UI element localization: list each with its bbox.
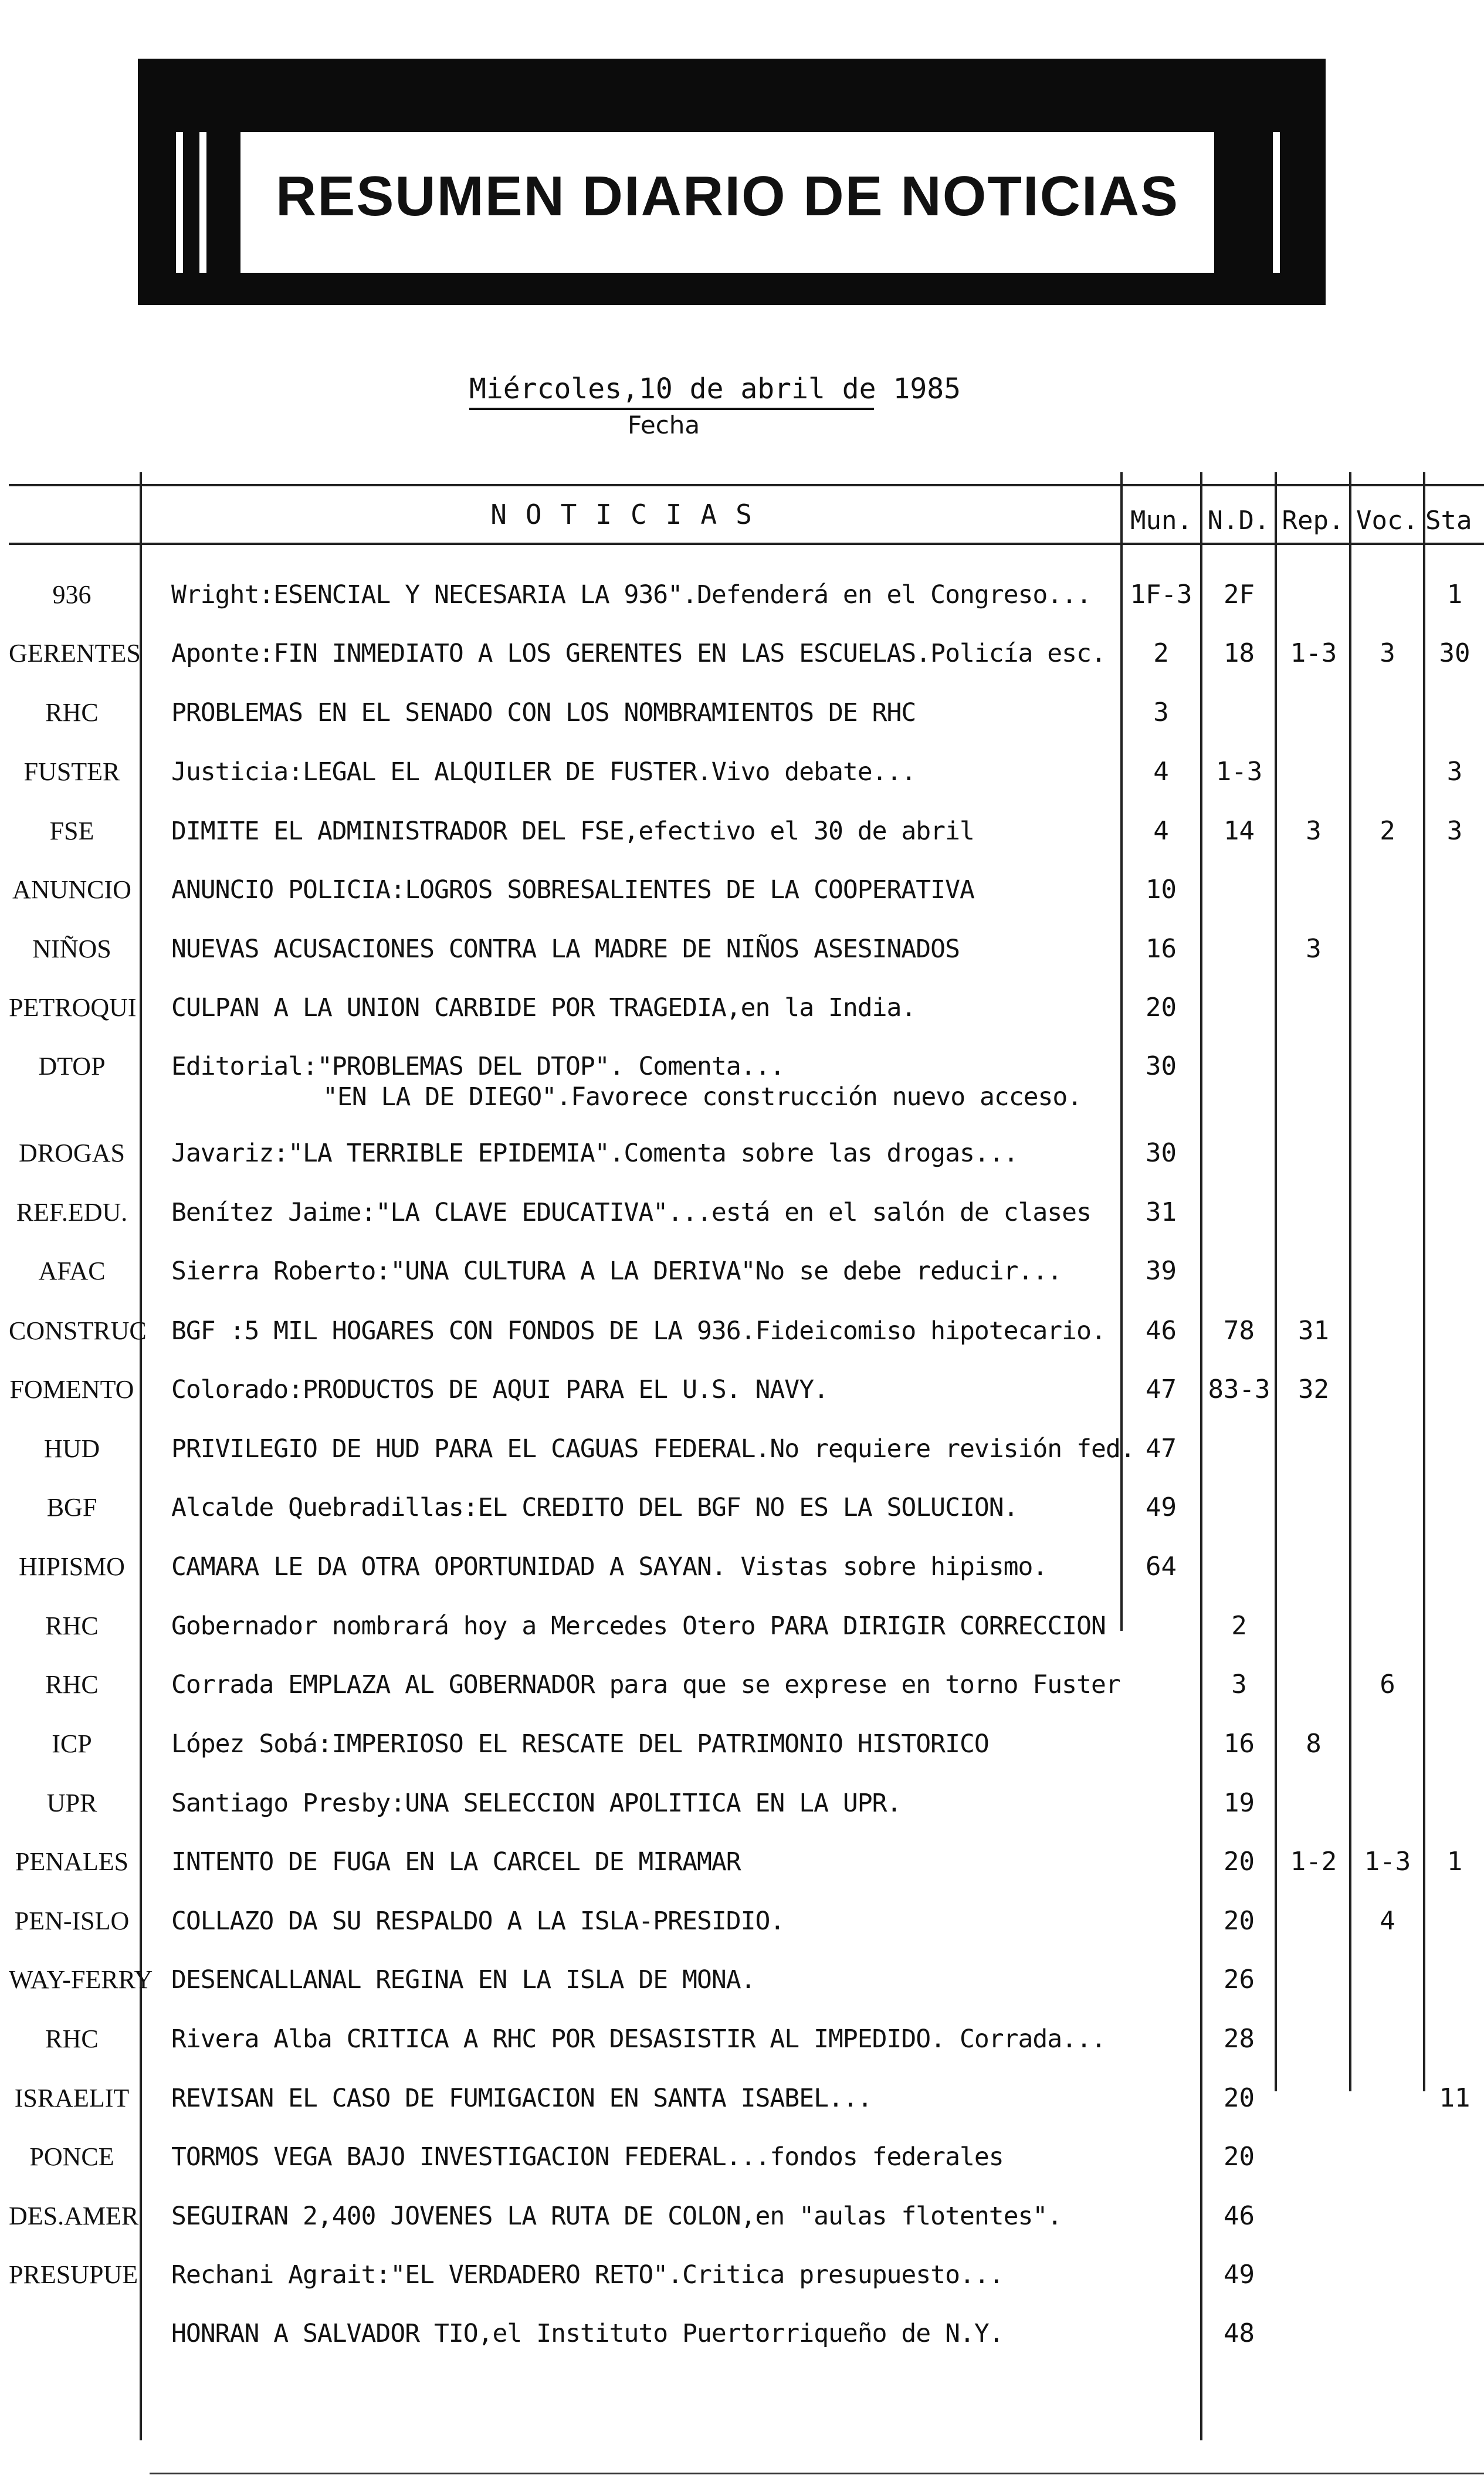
table-row (0, 2142, 1484, 2200)
row-topic: WAY-FERRY (9, 1965, 153, 1994)
row-headline-text: NUEVAS ACUSACIONES CONTRA LA MADRE DE NIÑOS ASESINADOS (171, 934, 960, 964)
row-headline-text: Sierra Roberto:"UNA CULTURA A LA DERIVA"No se debe reducir... (171, 1257, 1062, 1286)
row-topic: NIÑOS (32, 934, 111, 963)
row-headline (171, 1492, 1133, 1523)
date-text: Miércoles,10 de abril de 1985 (469, 373, 961, 405)
row-headline-text: REVISAN EL CASO DE FUMIGACION EN SANTA ISABEL... (171, 2084, 872, 2113)
row-topic: REF.EDU. (16, 1198, 128, 1227)
row-headline-text: Rechani Agrait:"EL VERDADERO RETO".Critica presupuesto... (171, 2260, 1004, 2290)
cell-nd: 1-3 (1215, 757, 1263, 787)
column-header-rep: Rep. (1282, 506, 1344, 536)
row-headline (171, 1788, 1133, 1819)
row-headline (171, 1906, 1133, 1936)
cell-nd: 2 (1231, 1611, 1247, 1641)
row-headline (171, 1670, 1133, 1700)
row-headline-text: Justicia:LEGAL EL ALQUILER DE FUSTER.Vivo debate... (171, 757, 916, 787)
row-topic: DTOP (38, 1052, 106, 1081)
row-topic: RHC (45, 698, 99, 727)
row-headline (171, 697, 1133, 728)
cell-rep: 1-3 (1290, 638, 1337, 668)
row-topic: BGF (46, 1493, 97, 1522)
cell-rep: 1-2 (1290, 1847, 1337, 1877)
row-headline-text: Aponte:FIN INMEDIATO A LOS GERENTES EN LAS ESCUELAS.Policía esc. (171, 639, 1106, 668)
row-headline-text: DESENCALLANAL REGINA EN LA ISLA DE MONA. (171, 1965, 755, 1995)
cell-rep: 31 (1298, 1316, 1329, 1346)
cell-nd: 18 (1224, 638, 1255, 668)
row-headline (171, 1316, 1133, 1346)
column-header-noticias: NOTICIAS (490, 499, 771, 530)
row-headline (171, 1138, 1133, 1169)
table-row (0, 1256, 1484, 1315)
cell-nd: 20 (1224, 2142, 1255, 2172)
cell-sta: 3 (1446, 757, 1463, 787)
row-headline (171, 1434, 1133, 1464)
footer-rule (150, 2473, 1484, 2474)
cell-rep: 3 (1306, 816, 1322, 846)
page-title: RESUMEN DIARIO DE NOTICIAS (275, 165, 1180, 228)
column-header-voc: Voc. (1356, 506, 1418, 536)
cell-sta: 1 (1446, 580, 1463, 610)
row-headline-text: PRIVILEGIO DE HUD PARA EL CAGUAS FEDERAL.No requiere revisión fed. (171, 1434, 1135, 1464)
table-row (0, 993, 1484, 1051)
cell-nd: 16 (1224, 1729, 1255, 1759)
row-topic: PETROQUI (9, 993, 137, 1022)
row-topic: RHC (45, 1670, 99, 1699)
row-topic: GERENTES (9, 639, 141, 668)
cell-voc: 4 (1380, 1906, 1395, 1936)
table-row (0, 1729, 1484, 1787)
table-row (0, 1847, 1484, 1905)
cell-nd: 46 (1224, 2201, 1255, 2231)
cell-mun: 1F-3 (1130, 580, 1192, 610)
row-headline (171, 1847, 1133, 1877)
table-row (0, 638, 1484, 697)
table-row (0, 580, 1484, 638)
table-top-rule (9, 484, 1484, 486)
row-topic: UPR (46, 1789, 97, 1817)
row-topic: RHC (45, 2024, 99, 2053)
row-topic: DES.AMER (9, 2202, 139, 2230)
table-row (0, 1138, 1484, 1197)
cell-mun: 47 (1146, 1374, 1177, 1404)
cell-mun: 16 (1146, 934, 1177, 964)
header-decor-bar (1273, 132, 1280, 273)
cell-rep: 32 (1298, 1374, 1329, 1404)
row-headline-text: SEGUIRAN 2,400 JOVENES LA RUTA DE COLON,en "aulas flotentes". (171, 2202, 1062, 2231)
cell-sta: 11 (1439, 2083, 1471, 2113)
row-topic: PEN-ISLO (14, 1907, 130, 1935)
cell-mun: 2 (1153, 638, 1169, 668)
cell-mun: 31 (1146, 1197, 1177, 1227)
row-headline (171, 2201, 1133, 2232)
row-headline-text: INTENTO DE FUGA EN LA CARCEL DE MIRAMAR (171, 1847, 741, 1877)
header-decor-bar (199, 132, 206, 273)
row-headline (171, 2024, 1133, 2054)
cell-mun: 30 (1146, 1051, 1177, 1081)
row-headline (171, 1965, 1133, 1995)
row-headline-text: Alcalde Quebradillas:EL CREDITO DEL BGF NO ES LA SOLUCION. (171, 1493, 1018, 1522)
row-headline-text: Javariz:"LA TERRIBLE EPIDEMIA".Comenta sobre las drogas... (171, 1139, 1018, 1168)
cell-mun: 46 (1146, 1316, 1177, 1346)
row-topic: PONCE (29, 2142, 114, 2171)
row-topic: AFAC (38, 1257, 106, 1285)
cell-nd: 20 (1224, 1847, 1255, 1877)
table-row (0, 697, 1484, 756)
row-topic: ANUNCIO (12, 875, 131, 904)
cell-mun: 47 (1146, 1434, 1177, 1464)
row-headline-text: BGF :5 MIL HOGARES CON FONDOS DE LA 936.Fideicomiso hipotecario. (171, 1316, 1106, 1346)
table-row (0, 2024, 1484, 2083)
table-row (0, 1197, 1484, 1256)
column-header-mun: Mun. (1130, 506, 1192, 536)
cell-nd: 20 (1224, 1906, 1255, 1936)
cell-nd: 19 (1224, 1788, 1255, 1818)
row-headline (171, 2142, 1133, 2172)
row-headline-text: Wright:ESENCIAL Y NECESARIA LA 936".Defenderá en el Congreso... (171, 580, 1091, 610)
cell-voc: 1-3 (1364, 1847, 1411, 1877)
cell-voc: 6 (1380, 1670, 1395, 1699)
row-headline-text: COLLAZO DA SU RESPALDO A LA ISLA-PRESIDIO. (171, 1907, 785, 1936)
table-row (0, 875, 1484, 933)
row-headline-text: TORMOS VEGA BAJO INVESTIGACION FEDERAL...fondos federales (171, 2142, 1004, 2172)
row-headline (171, 993, 1133, 1023)
cell-nd: 48 (1224, 2318, 1255, 2348)
row-headline (171, 1611, 1133, 1641)
row-topic: HUD (43, 1434, 100, 1463)
row-headline (171, 2083, 1133, 2114)
column-header-nd: N.D. (1207, 506, 1270, 536)
cell-mun: 10 (1146, 875, 1177, 905)
cell-mun: 4 (1153, 816, 1169, 846)
table-row (0, 2260, 1484, 2318)
cell-mun: 4 (1153, 757, 1169, 787)
row-headline (171, 1552, 1133, 1582)
row-headline-text: CULPAN A LA UNION CARBIDE POR TRAGEDIA,en la India. (171, 993, 916, 1022)
row-headline-text: Rivera Alba CRITICA A RHC POR DESASISTIR AL IMPEDIDO. Corrada... (171, 2024, 1106, 2054)
cell-nd: 28 (1224, 2024, 1255, 2054)
table-row (0, 2201, 1484, 2260)
row-topic: ISRAELIT (14, 2084, 130, 2112)
row-headline (171, 875, 1133, 905)
cell-rep: 3 (1306, 934, 1322, 964)
cell-sta: 3 (1446, 816, 1463, 846)
row-headline (171, 1729, 1133, 1759)
cell-mun: 64 (1146, 1552, 1177, 1582)
row-headline (171, 1051, 1133, 1112)
date-label: Fecha (628, 411, 700, 439)
cell-sta: 30 (1439, 638, 1471, 668)
row-topic: DROGAS (19, 1139, 125, 1167)
cell-nd: 20 (1224, 2083, 1255, 2113)
row-topic: PENALES (15, 1847, 129, 1876)
header-decor-bar (176, 132, 183, 273)
date-underline (469, 408, 874, 410)
row-topic: ICP (52, 1729, 92, 1758)
row-headline (171, 580, 1133, 610)
row-headline (171, 1374, 1133, 1405)
table-row (0, 1670, 1484, 1728)
row-headline (171, 2318, 1133, 2349)
row-headline-text: HONRAN A SALVADOR TIO,el Instituto Puertorriqueño de N.Y. (171, 2319, 1004, 2348)
row-topic: PRESUPUE (9, 2260, 138, 2289)
cell-mun: 3 (1153, 697, 1169, 727)
row-headline-text: Santiago Presby:UNA SELECCION APOLITICA EN LA UPR. (171, 1789, 902, 1818)
table-row (0, 1906, 1484, 1965)
row-headline (171, 816, 1133, 846)
row-topic: FSE (49, 817, 94, 845)
row-headline-text: Benítez Jaime:"LA CLAVE EDUCATIVA"...está en el salón de clases (171, 1198, 1091, 1227)
cell-rep: 8 (1306, 1729, 1322, 1759)
table-row (0, 1965, 1484, 2023)
row-headline (171, 757, 1133, 787)
row-headline-text: DIMITE EL ADMINISTRADOR DEL FSE,efectivo el 30 de abril (171, 817, 974, 846)
table-row (0, 1492, 1484, 1551)
cell-nd: 78 (1224, 1316, 1255, 1346)
row-headline (171, 638, 1133, 669)
row-headline-text: Colorado:PRODUCTOS DE AQUI PARA EL U.S. NAVY. (171, 1375, 828, 1404)
row-headline-text: Gobernador nombrará hoy a Mercedes Otero PARA DIRIGIR CORRECCION (171, 1611, 1106, 1641)
header-title-box (235, 132, 1220, 273)
row-topic: CONSTRUC (9, 1316, 147, 1345)
cell-mun: 30 (1146, 1138, 1177, 1168)
row-headline (171, 1197, 1133, 1228)
table-row (0, 1051, 1484, 1110)
cell-mun: 39 (1146, 1256, 1177, 1286)
cell-nd: 14 (1224, 816, 1255, 846)
table-row (0, 1434, 1484, 1492)
table-row (0, 1374, 1484, 1433)
cell-mun: 49 (1146, 1492, 1177, 1522)
table-row (0, 2318, 1484, 2377)
table-row (0, 1316, 1484, 1374)
row-headline-text-line2: "EN LA DE DIEGO".Favorece construcción nuevo acceso. (323, 1082, 1082, 1112)
table-row (0, 1611, 1484, 1670)
cell-nd: 2F (1224, 580, 1255, 610)
cell-sta: 1 (1446, 1847, 1463, 1877)
cell-voc: 3 (1380, 638, 1395, 668)
row-topic: HIPISMO (19, 1552, 125, 1581)
row-headline (171, 1256, 1133, 1286)
row-headline-text: PROBLEMAS EN EL SENADO CON LOS NOMBRAMIENTOS DE RHC (171, 698, 916, 727)
row-topic: RHC (45, 1611, 99, 1640)
table-row (0, 757, 1484, 815)
row-headline-text: Corrada EMPLAZA AL GOBERNADOR para que se exprese en torno Fuster (171, 1670, 1120, 1699)
table-row (0, 934, 1484, 993)
cell-nd: 83-3 (1208, 1374, 1270, 1404)
row-headline (171, 934, 1133, 964)
row-headline-text: ANUNCIO POLICIA:LOGROS SOBRESALIENTES DE LA COOPERATIVA (171, 875, 974, 905)
column-header-sta: Sta (1425, 506, 1472, 536)
table-row (0, 2083, 1484, 2142)
cell-nd: 26 (1224, 1965, 1255, 1995)
table-row (0, 1788, 1484, 1847)
cell-voc: 2 (1380, 816, 1395, 846)
table-row (0, 1552, 1484, 1610)
row-topic: 936 (52, 580, 92, 609)
cell-mun: 20 (1146, 993, 1177, 1022)
cell-nd: 3 (1231, 1670, 1247, 1699)
row-headline-text: López Sobá:IMPERIOSO EL RESCATE DEL PATRIMONIO HISTORICO (171, 1729, 989, 1759)
table-row (0, 816, 1484, 875)
row-topic: FOMENTO (9, 1375, 134, 1404)
table-header-rule (9, 543, 1484, 545)
row-headline-text: CAMARA LE DA OTRA OPORTUNIDAD A SAYAN. Vistas sobre hipismo. (171, 1552, 1048, 1582)
row-topic: FUSTER (23, 757, 120, 786)
row-headline (171, 2260, 1133, 2290)
cell-nd: 49 (1224, 2260, 1255, 2290)
row-headline-text: Editorial:"PROBLEMAS DEL DTOP". Comenta... (171, 1052, 785, 1081)
